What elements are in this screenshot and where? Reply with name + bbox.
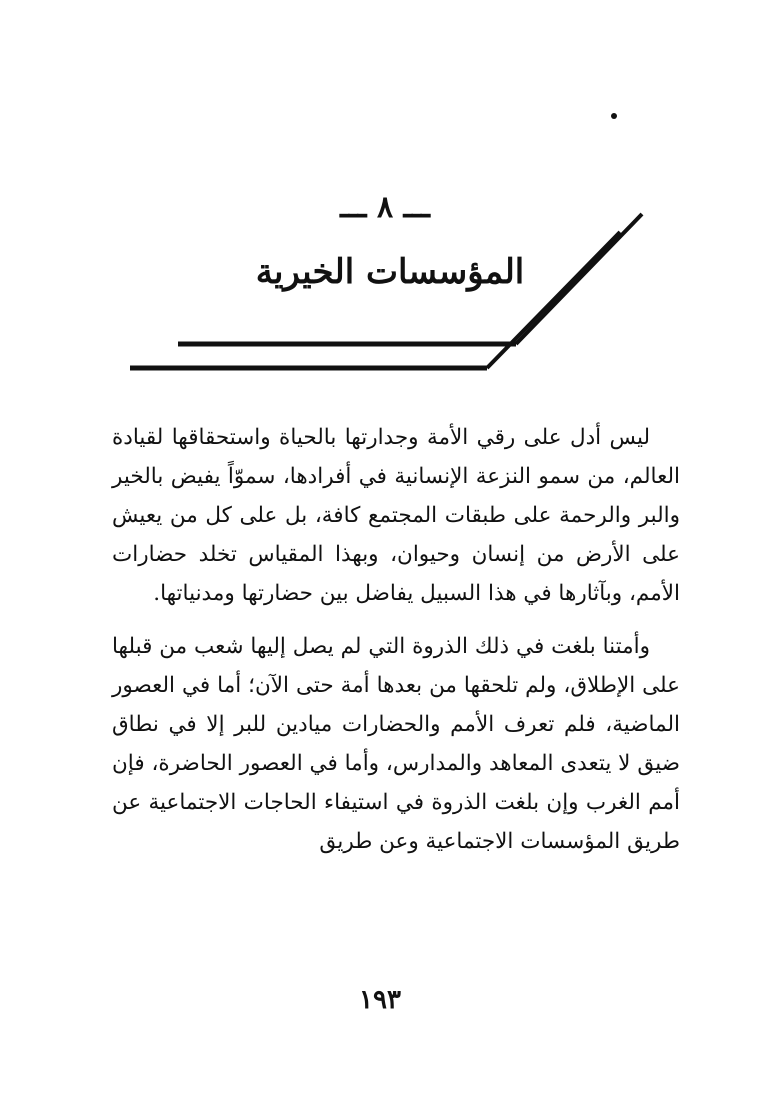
body-text — [112, 418, 680, 861]
chapter-title: المؤسسات الخيرية — [255, 252, 525, 292]
paragraph: وأمتنا بلغت في ذلك الذروة التي لم يصل إليها شعب من قبلها على الإطلاق، ولم تلحقها من بعدها أمة حتى الآن؛ أما في العصور الماضية، فلم تعرف الأمم والحضارات ميادين للبر إلا في نطاق ضيق لا يتعدى المعاهد والمدارس، وأما في العصور الحاضرة، فإن أمم الغرب وإن بلغت الذروة في استيفاء الحاجات الاجتماعية عن طريق المؤسسات الاجتماعية وعن طريق — [112, 634, 680, 854]
chapter-number: ـــ ٨ ـــ — [340, 190, 430, 225]
page-number: ١٩٣ — [359, 985, 401, 1015]
paragraph: ليس أدل على رقي الأمة وجدارتها بالحياة واستحقاقها لقيادة العالم، من سمو النزعة الإنسانية في أفرادها، سموّاً يفيض بالخير والبر والرحمة على طبقات المجتمع كافة، بل على كل من يعيش على الأرض من إنسان وحيوان، وبهذا المقياس تخلد حضارات الأمم، وبآثارها في هذا السبيل يفاضل بين حضارتها ومدنياتها. — [112, 425, 680, 606]
